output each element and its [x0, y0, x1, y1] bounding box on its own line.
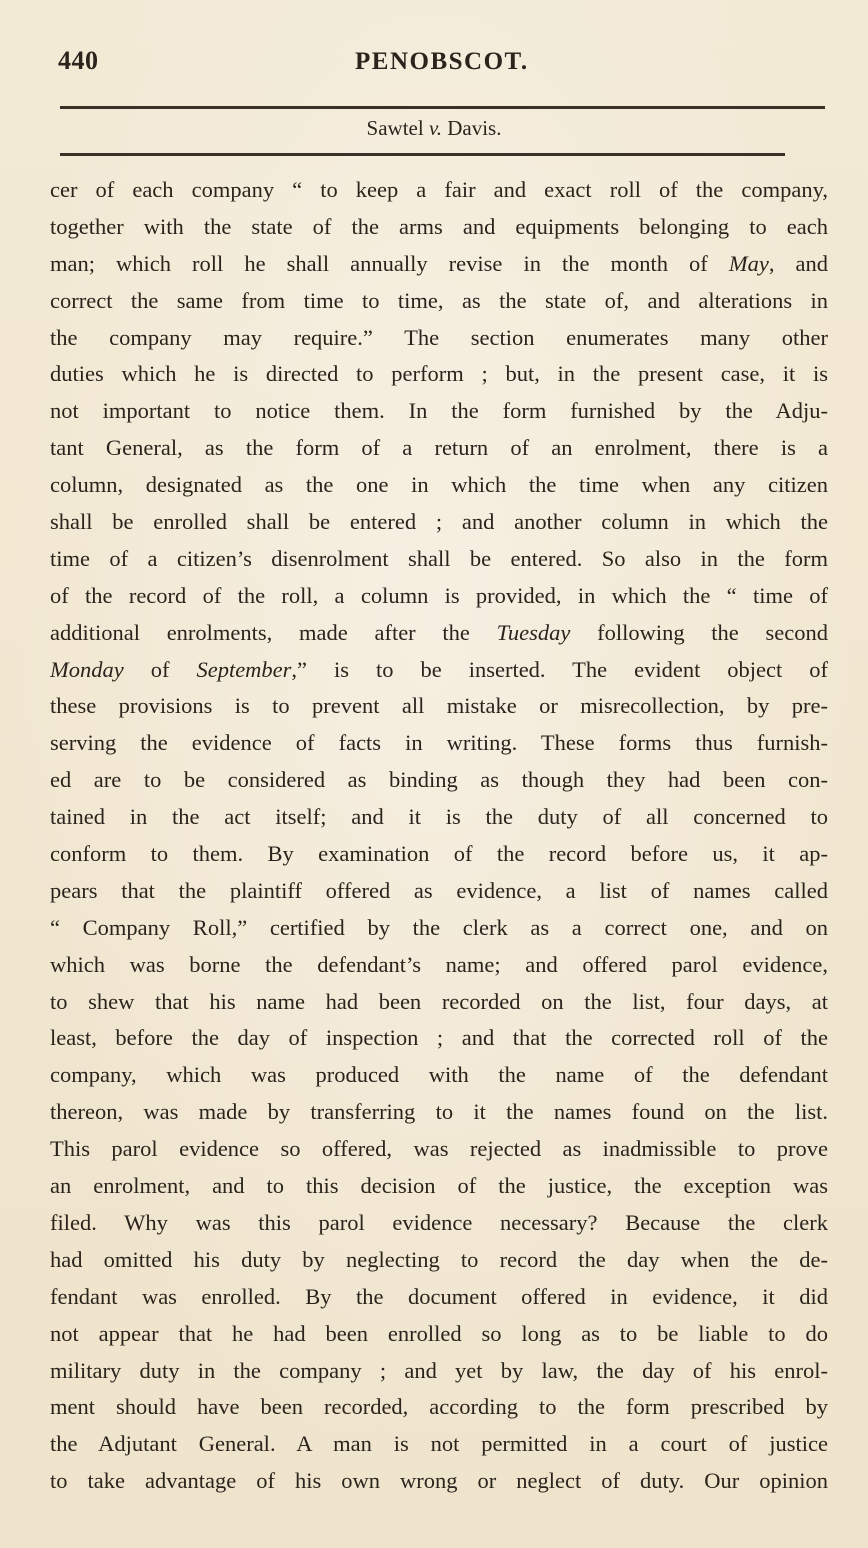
text-line: pears that the plaintiff offered as evidence, a list of names called — [50, 877, 828, 903]
text-line: ed are to be considered as binding as though they had been con- — [50, 767, 828, 793]
text-line: correct the same from time to time, as the state of, and alterations in — [50, 287, 828, 313]
text-line: had omitted his duty by neglecting to record the day when the de- — [50, 1246, 828, 1272]
case-title-versus: v. — [428, 116, 442, 140]
case-title-plaintiff: Sawtel — [366, 116, 424, 140]
italic-term: Tuesday — [496, 619, 571, 645]
text-line: to shew that his name had been recorded on the list, four days, at — [50, 988, 828, 1014]
text-line: which was borne the defendant’s name; and offered parol evidence, — [50, 951, 828, 977]
text-line: these provisions is to prevent all mistake or misrecollection, by pre- — [50, 693, 828, 719]
text-line: duties which he is directed to perform ; but, in the present case, it is — [50, 361, 828, 387]
text-line: to take advantage of his own wrong or neglect of duty. Our opinion — [50, 1468, 828, 1494]
text-line: This parol evidence so offered, was rejected as inadmissible to prove — [50, 1136, 828, 1162]
text-line: thereon, was made by transferring to it the names found on the list. — [50, 1099, 828, 1125]
text-line: column, designated as the one in which the time when any citizen — [50, 472, 828, 498]
page-number: 440 — [58, 46, 99, 75]
text-line: tant General, as the form of a return of an enrolment, there is a — [50, 435, 828, 461]
italic-term: September — [196, 656, 292, 682]
text-line: ment should have been recorded, according to the form prescribed by — [50, 1394, 828, 1420]
header-rule-bottom — [60, 153, 785, 156]
text-line: together with the state of the arms and equipments belonging to each — [50, 213, 828, 239]
header-rule-top — [60, 106, 825, 109]
text-line: cer of each company “ to keep a fair and exact roll of the company, — [50, 177, 828, 202]
text-line: Monday of September,” is to be inserted. The evident object of — [50, 656, 828, 682]
text-line: not important to notice them. In the form furnished by the Adju- — [50, 398, 828, 424]
text-line: company, which was produced with the name of the defendant — [50, 1062, 828, 1088]
italic-term: Monday — [50, 656, 124, 682]
body-text — [50, 172, 828, 1500]
text-line: the Adjutant General. A man is not permitted in a court of justice — [50, 1431, 828, 1457]
text-line: tained in the act itself; and it is the duty of all concerned to — [50, 804, 828, 830]
text-line: military duty in the company ; and yet by law, the day of his enrol- — [50, 1357, 828, 1383]
text-line: additional enrolments, made after the Tuesday following the second — [50, 619, 828, 645]
text-line: the company may require.” The section enumerates many other — [50, 324, 828, 350]
text-line: fendant was enrolled. By the document offered in evidence, it did — [50, 1283, 828, 1309]
text-line: filed. Why was this parol evidence necessary? Because the clerk — [50, 1209, 828, 1235]
text-line: not appear that he had been enrolled so long as to be liable to do — [50, 1320, 828, 1346]
text-line: serving the evidence of facts in writing. These forms thus furnish- — [50, 730, 828, 756]
italic-term: May — [728, 250, 769, 276]
text-line: time of a citizen’s disenrolment shall be entered. So also in the form — [50, 545, 828, 571]
text-line: an enrolment, and to this decision of the justice, the exception was — [50, 1173, 828, 1199]
case-title-defendant: Davis. — [447, 116, 502, 140]
text-line: least, before the day of inspection ; and that the corrected roll of the — [50, 1025, 828, 1051]
text-line: of the record of the roll, a column is provided, in which the “ time of — [50, 582, 828, 608]
text-line: conform to them. By examination of the record before us, it ap- — [50, 841, 828, 867]
text-line: shall be enrolled shall be entered ; and another column in which the — [50, 509, 828, 535]
running-head: PENOBSCOT. — [355, 48, 529, 75]
text-line: man; which roll he shall annually revise in the month of May, and — [50, 250, 828, 276]
text-line: “ Company Roll,” certified by the clerk as a correct one, and on — [50, 914, 828, 940]
case-title — [0, 116, 868, 141]
